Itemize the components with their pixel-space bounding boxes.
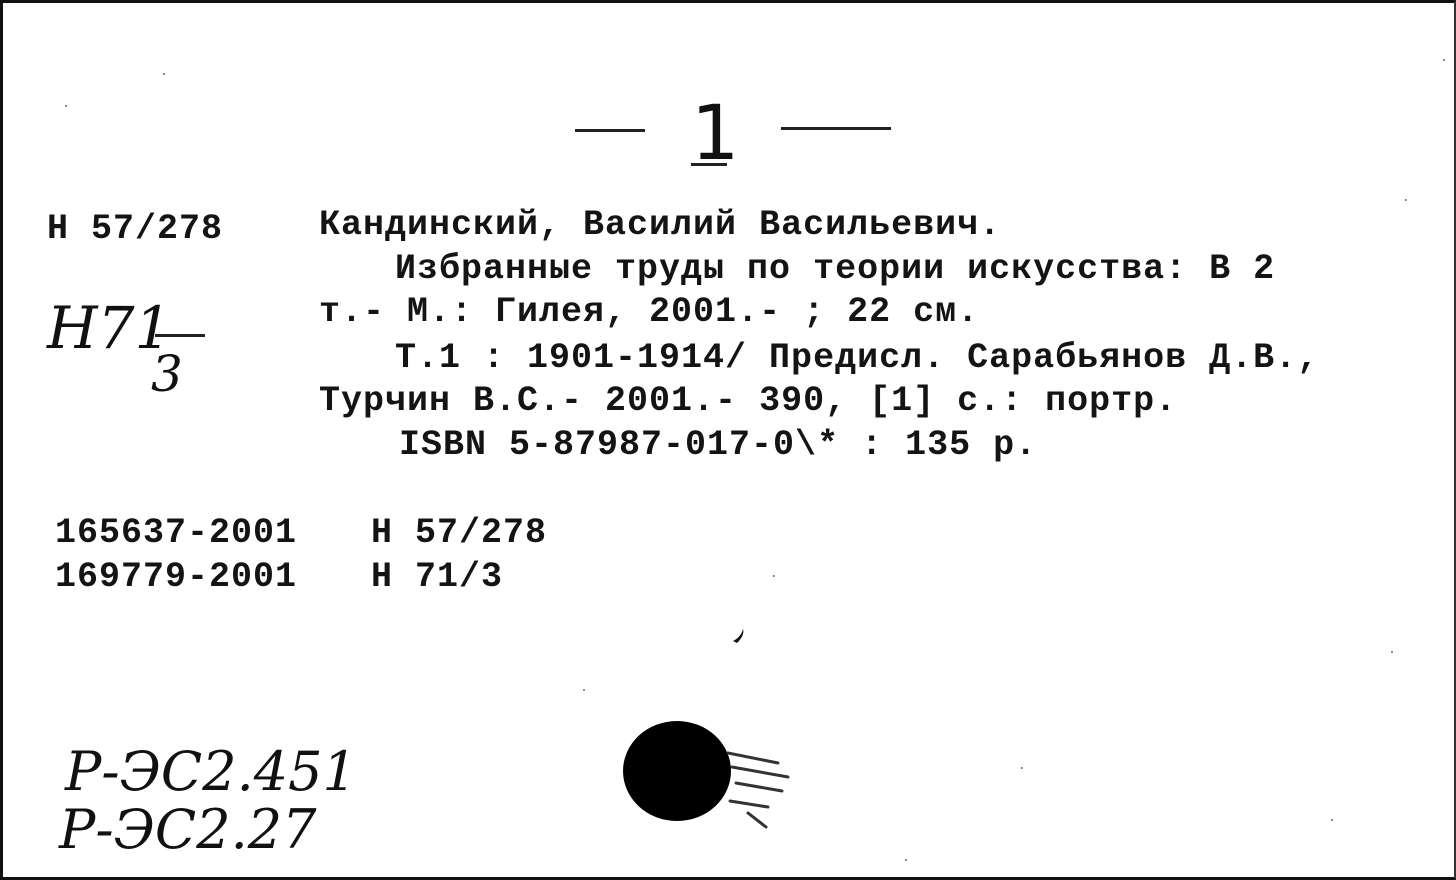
number-underline <box>691 163 727 166</box>
scan-speck <box>1331 819 1333 821</box>
number-dash-right <box>781 127 891 130</box>
card-number: 1 <box>691 88 740 177</box>
handwritten-note: Р-ЭС2.27 <box>59 798 317 861</box>
handwritten-shelf-mark: Н71 <box>47 294 172 362</box>
inventory-number: 169779-2001 <box>55 557 298 597</box>
isbn-line: ISBN 5-87987-017-0\* : 135 р. <box>399 425 1038 465</box>
volume-line: Т.1 : 1901-1914/ Предисл. Сарабьянов Д.В., <box>395 338 1320 378</box>
scan-speck <box>1391 651 1393 653</box>
imprint-line: т.- М.: Гилея, 2001.- ; 22 см. <box>319 292 980 332</box>
call-number: Н 57/278 <box>47 209 224 249</box>
author-line: Кандинский, Василий Васильевич. <box>319 205 1002 245</box>
handwritten-shelf-sub: 3 <box>151 345 183 403</box>
punch-hole <box>623 721 731 821</box>
handwritten-note: Р-ЭС2.451 <box>65 740 357 803</box>
scan-speck <box>1021 767 1023 769</box>
punch-hole-tear-marks <box>718 743 808 833</box>
scan-speck <box>773 575 775 577</box>
inventory-shelf: Н 57/278 <box>371 513 548 553</box>
title-line: Избранные труды по теории искусства: В 2 <box>395 249 1276 289</box>
scan-speck <box>583 689 585 691</box>
inventory-shelf: Н 71/3 <box>371 557 504 597</box>
inventory-number: 165637-2001 <box>55 513 298 553</box>
scan-speck <box>163 73 165 75</box>
scan-speck <box>905 859 907 861</box>
scan-speck <box>65 105 67 107</box>
scan-speck <box>1443 59 1445 61</box>
number-dash-left <box>575 129 645 132</box>
contributors-line: Турчин В.С.- 2001.- 390, [1] с.: портр. <box>319 381 1178 421</box>
scan-speck <box>1405 199 1407 201</box>
shelf-mark-fraction-bar <box>155 334 205 337</box>
ink-mark <box>729 621 755 647</box>
